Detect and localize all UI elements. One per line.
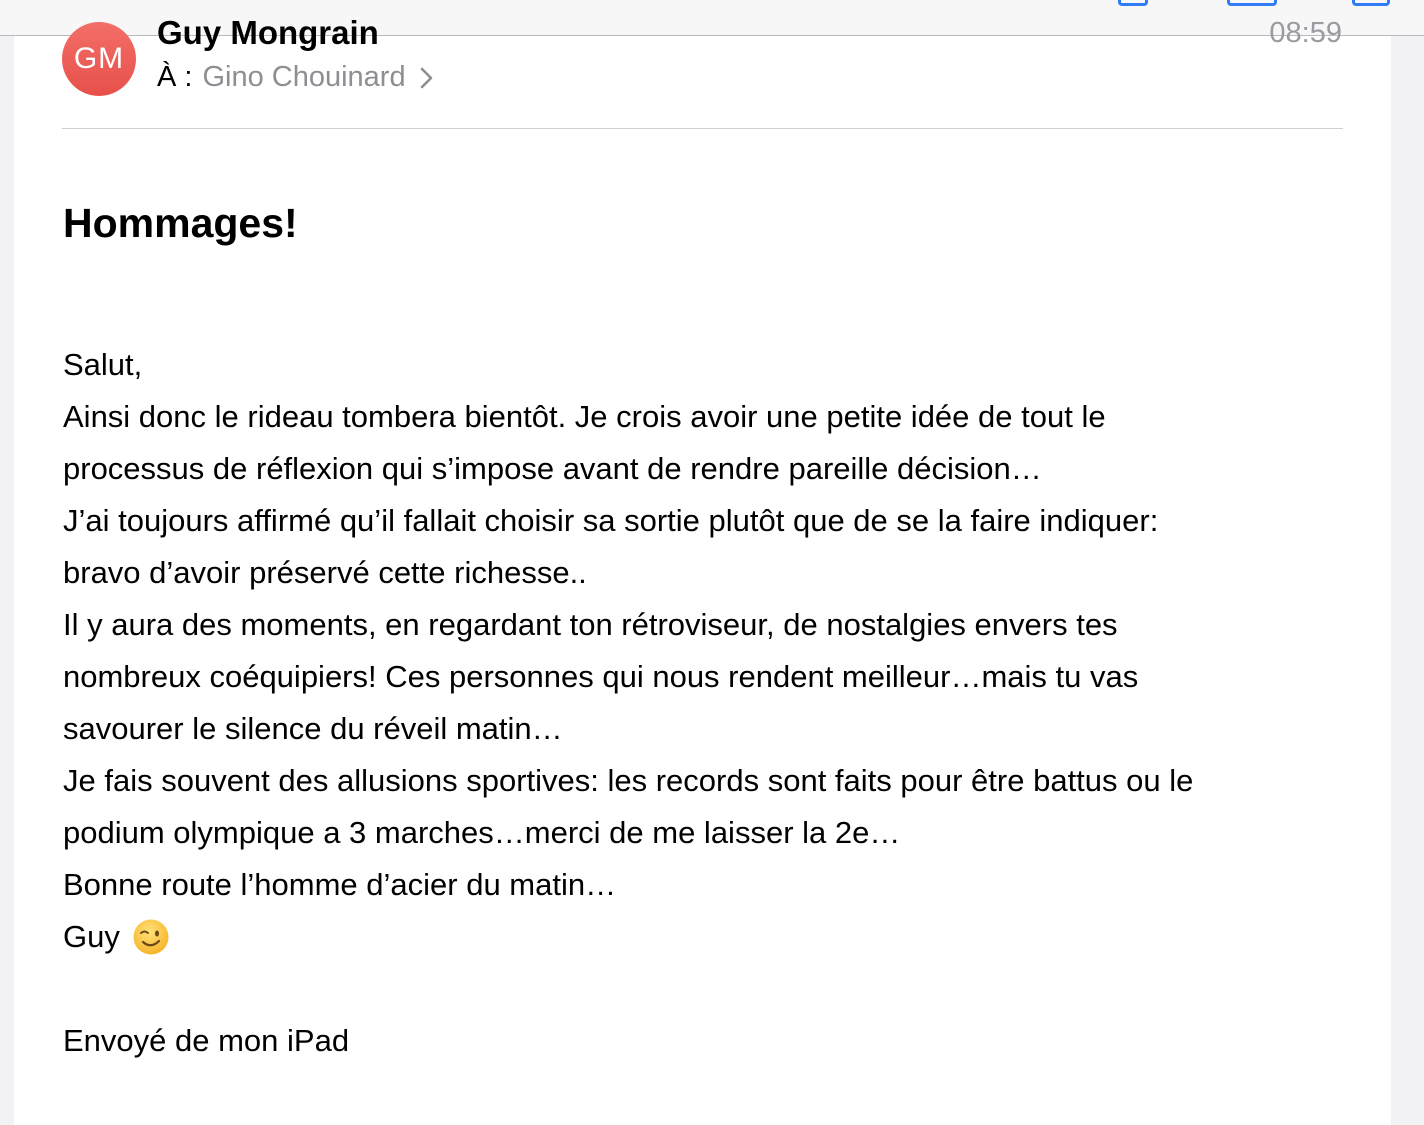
signature: Guy (63, 919, 120, 954)
compose-icon[interactable] (1118, 0, 1148, 6)
winking-face-icon (132, 918, 170, 956)
body-line: Salut, (63, 347, 143, 382)
sender-name[interactable]: Guy Mongrain (157, 14, 379, 51)
email-footer: Envoyé de mon iPad (63, 1023, 350, 1058)
body-line: savourer le silence du réveil matin… (63, 711, 563, 746)
body-line: nombreux coéquipiers! Ces personnes qui nous rendent meilleur…mais tu vas (63, 659, 1139, 694)
avatar (62, 22, 136, 96)
body-line: Je fais souvent des allusions sportives: les records sont faits pour être battus ou le (63, 763, 1194, 798)
body-line: podium olympique a 3 marches…merci de me laisser la 2e… (63, 815, 901, 850)
header-divider (62, 128, 1343, 129)
signature-row (63, 911, 1193, 963)
recipient-row[interactable] (157, 61, 436, 94)
recipient-name[interactable]: Gino Chouinard (202, 61, 406, 93)
email-view (14, 14, 1391, 1125)
body-line: processus de réflexion qui s’impose avant de rendre pareille décision… (63, 451, 1042, 486)
to-label: À : (157, 61, 193, 93)
email-body (63, 339, 1193, 1067)
reply-icon[interactable] (1352, 0, 1390, 6)
avatar-initials: GM (73, 42, 125, 75)
body-line: Il y aura des moments, en regardant ton rétroviseur, de nostalgies envers tes (63, 607, 1118, 642)
email-subject: Hommages! (63, 200, 298, 246)
email-time: 08:59 (1269, 17, 1342, 49)
body-line: bravo d’avoir préservé cette richesse.. (63, 555, 587, 590)
body-line: Bonne route l’homme d’acier du matin… (63, 867, 617, 902)
blank-line (63, 963, 1193, 1015)
body-line: J’ai toujours affirmé qu’il fallait choisir sa sortie plutôt que de se la faire indiquer: (63, 503, 1159, 538)
folder-icon[interactable] (1227, 0, 1277, 6)
body-line: Ainsi donc le rideau tombera bientôt. Je crois avoir une petite idée de tout le (63, 399, 1106, 434)
chevron-right-icon[interactable] (418, 66, 436, 90)
